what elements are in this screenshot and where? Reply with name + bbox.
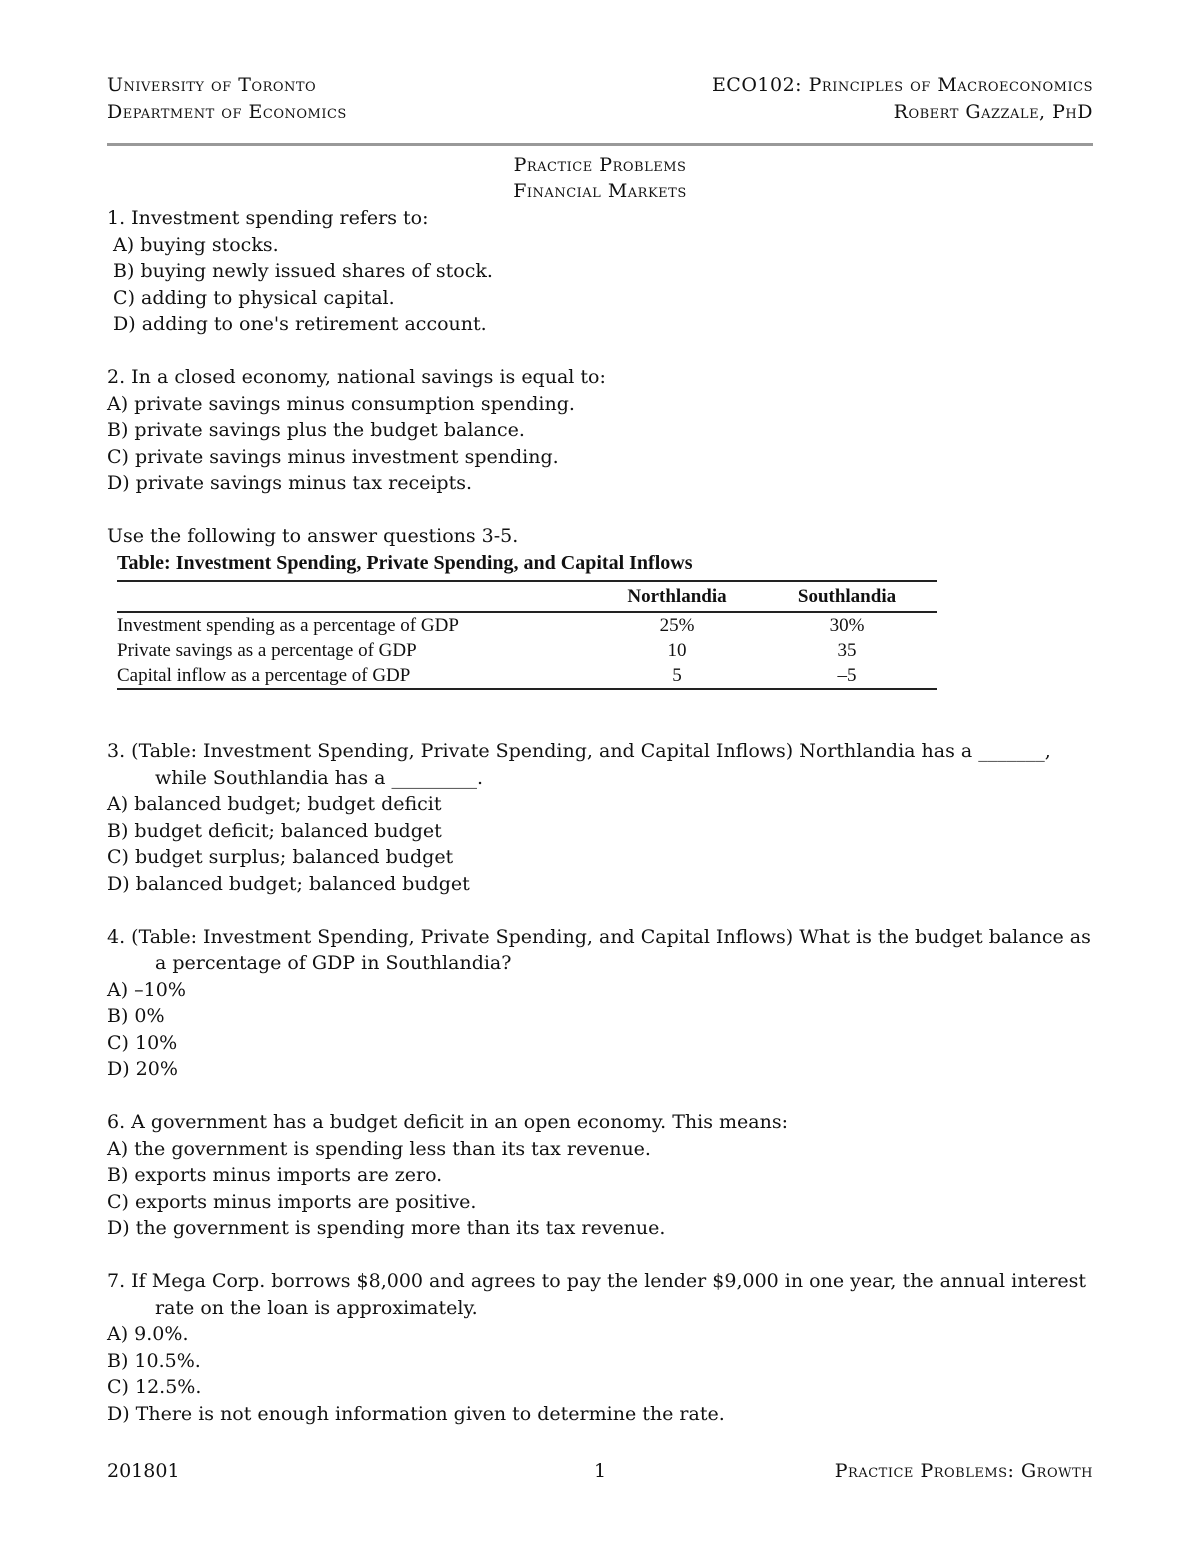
option-b: B) exports minus imports are zero. bbox=[107, 1164, 443, 1186]
table-intro: Use the following to answer questions 3-5. bbox=[107, 525, 519, 547]
option-c: C) 12.5%. bbox=[107, 1376, 202, 1398]
column-header bbox=[117, 581, 597, 613]
option-a: A) buying stocks. bbox=[107, 233, 279, 256]
course-name: ECO102: Principles of Macroeconomics bbox=[711, 74, 1093, 96]
option-c: C) budget surplus; balanced budget bbox=[107, 846, 454, 868]
data-table bbox=[117, 580, 937, 691]
table-cell: 35 bbox=[837, 640, 857, 661]
option-b: B) buying newly issued shares of stock. bbox=[107, 260, 493, 282]
question-stem: 7. If Mega Corp. borrows $8,000 and agrees to pay the lender $9,000 in one year, the annual interest rate on the loan is approximately. bbox=[107, 1270, 1087, 1319]
header-left bbox=[107, 72, 347, 126]
header-divider bbox=[107, 143, 1093, 146]
title-line-2: Financial Markets bbox=[513, 180, 687, 202]
question-1 bbox=[107, 205, 1097, 338]
row-label: Investment spending as a percentage of GDP bbox=[117, 615, 459, 636]
column-header: Southlandia bbox=[797, 585, 897, 607]
option-a: A) balanced budget; budget deficit bbox=[107, 793, 442, 815]
option-a: A) –10% bbox=[107, 978, 186, 1001]
option-a: A) the government is spending less than its tax revenue. bbox=[107, 1137, 651, 1160]
option-d: D) 20% bbox=[107, 1058, 178, 1080]
option-d: D) the government is spending more than its tax revenue. bbox=[107, 1217, 666, 1239]
question-stem: 4. (Table: Investment Spending, Private Spending, and Capital Inflows) What is the budget balance as a percentage of GDP in Southlandia? bbox=[107, 925, 1091, 974]
option-c: C) private savings minus investment spending. bbox=[107, 445, 559, 468]
option-d: D) There is not enough information given to determine the rate. bbox=[107, 1402, 725, 1425]
question-stem: 1. Investment spending refers to: bbox=[107, 207, 429, 229]
option-a: A) private savings minus consumption spending. bbox=[107, 392, 575, 415]
row-label: Capital inflow as a percentage of GDP bbox=[117, 665, 411, 686]
option-d: D) balanced budget; balanced budget bbox=[107, 872, 470, 895]
option-c: C) 10% bbox=[107, 1031, 178, 1054]
table-cell: –5 bbox=[837, 665, 857, 686]
title-line-1: Practice Problems bbox=[513, 154, 687, 176]
table-title: Table: Investment Spending, Private Spending, and Capital Inflows bbox=[117, 551, 693, 574]
column-header: Northlandia bbox=[627, 585, 727, 607]
department-name: Department of Economics bbox=[107, 101, 347, 123]
question-2 bbox=[107, 364, 1097, 497]
question-4 bbox=[107, 924, 1097, 1083]
question-stem: 2. In a closed economy, national savings is equal to: bbox=[107, 366, 606, 388]
university-name: University of Toronto bbox=[107, 74, 317, 96]
table-cell: 30% bbox=[829, 615, 865, 636]
row-label: Private savings as a percentage of GDP bbox=[117, 640, 417, 661]
option-c: C) exports minus imports are positive. bbox=[107, 1190, 477, 1213]
option-d: D) adding to one's retirement account. bbox=[107, 313, 487, 335]
table-row bbox=[117, 612, 937, 638]
option-d: D) private savings minus tax receipts. bbox=[107, 472, 473, 494]
question-7 bbox=[107, 1268, 1097, 1427]
table-cell: 25% bbox=[659, 615, 695, 636]
header-right bbox=[712, 72, 1093, 126]
option-b: B) budget deficit; balanced budget bbox=[107, 819, 442, 842]
option-a: A) 9.0%. bbox=[107, 1323, 189, 1345]
instructor-name: Robert Gazzale, PhD bbox=[893, 101, 1093, 123]
question-6 bbox=[107, 1109, 1097, 1242]
question-stem: 3. (Table: Investment Spending, Private Spending, and Capital Inflows) Northlandia has a _______, while Southlandia has a _________. bbox=[107, 740, 1051, 789]
table-row bbox=[117, 663, 937, 689]
question-stem: 6. A government has a budget deficit in an open economy. This means: bbox=[107, 1111, 788, 1133]
table-header-row bbox=[117, 581, 937, 613]
option-b: B) 0% bbox=[107, 1005, 165, 1027]
option-c: C) adding to physical capital. bbox=[107, 286, 395, 309]
footer-section: Practice Problems: Growth bbox=[834, 1460, 1093, 1482]
data-table-block bbox=[117, 550, 937, 691]
document-title bbox=[0, 152, 1200, 204]
footer-term: 201801 bbox=[107, 1460, 180, 1482]
table-row bbox=[117, 638, 937, 663]
table-cell: 10 bbox=[667, 640, 687, 661]
option-b: B) 10.5%. bbox=[107, 1349, 201, 1372]
questions-body bbox=[107, 205, 1097, 1454]
table-cell: 5 bbox=[672, 665, 682, 686]
option-b: B) private savings plus the budget balance. bbox=[107, 419, 525, 441]
question-3 bbox=[107, 738, 1097, 897]
page-header bbox=[107, 72, 1093, 128]
page-number: 1 bbox=[593, 1460, 607, 1482]
